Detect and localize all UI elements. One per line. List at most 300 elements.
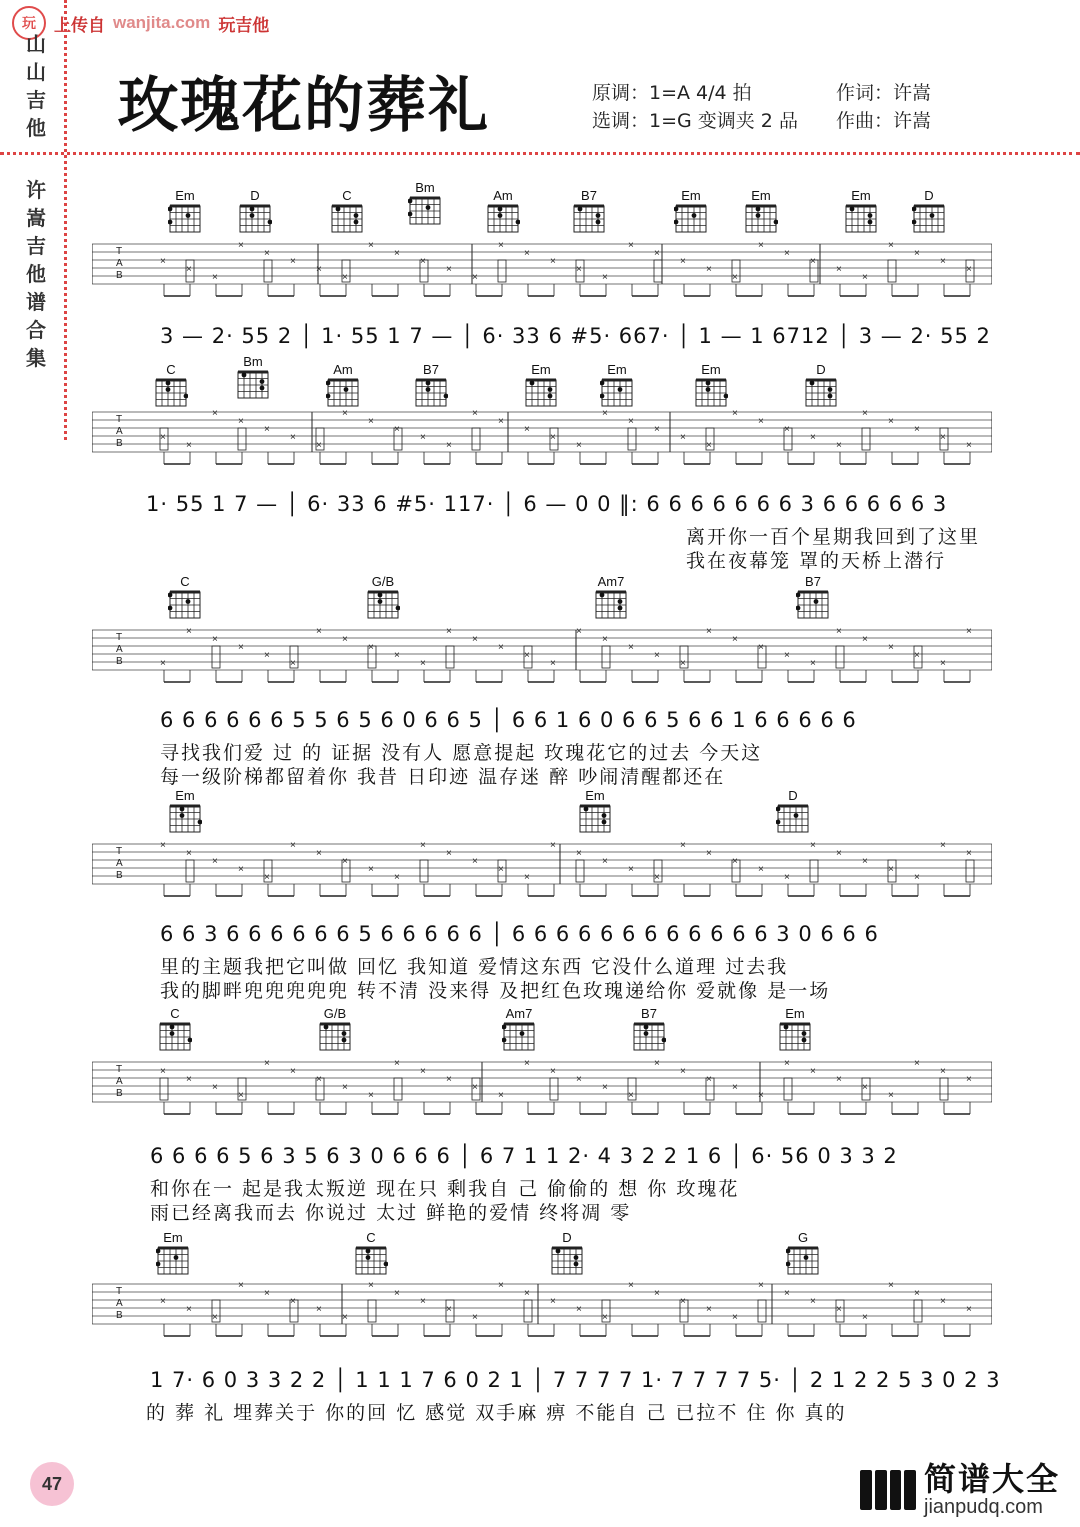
chord-grid-mark bbox=[426, 381, 431, 386]
staff-mark: × bbox=[654, 1288, 660, 1299]
staff-mark: × bbox=[862, 1082, 868, 1093]
staff-mark: × bbox=[446, 440, 452, 451]
staff-mark: × bbox=[628, 1090, 634, 1101]
chord-grid bbox=[486, 204, 520, 234]
chord-grid bbox=[572, 204, 606, 234]
staff-mark: × bbox=[368, 864, 374, 875]
chord-grid-mark bbox=[188, 1038, 192, 1043]
staff-mark: × bbox=[966, 628, 972, 637]
staff-mark: × bbox=[654, 1060, 660, 1069]
staff-mark: × bbox=[420, 658, 426, 669]
staff-mark: × bbox=[550, 658, 556, 669]
staff-mark: × bbox=[212, 410, 218, 419]
chord-grid-mark bbox=[260, 386, 265, 391]
chord-diagram bbox=[550, 1230, 584, 1280]
staff-mark: × bbox=[264, 248, 270, 259]
chord-name: D bbox=[788, 788, 798, 803]
chord-grid-mark bbox=[596, 220, 601, 225]
system-4 bbox=[0, 786, 1080, 1004]
chord-grid-mark bbox=[578, 207, 583, 212]
chord-grid-mark bbox=[644, 1031, 649, 1036]
chord-name: B7 bbox=[581, 188, 597, 203]
staff-mark bbox=[394, 1078, 402, 1100]
staff-mark: T bbox=[116, 1286, 123, 1297]
staff-mark: × bbox=[394, 248, 400, 259]
chord-grid-mark bbox=[574, 1255, 579, 1260]
staff-mark: × bbox=[238, 1282, 244, 1291]
chord-grid bbox=[744, 204, 778, 234]
staff-mark: × bbox=[576, 1074, 582, 1085]
chord-grid-mark bbox=[324, 1025, 329, 1030]
chord-grid-mark bbox=[366, 1249, 371, 1254]
chord-diagram bbox=[600, 362, 634, 412]
chord-diagram bbox=[168, 188, 202, 238]
staff-mark: × bbox=[394, 872, 400, 883]
staff-mark: × bbox=[602, 856, 608, 867]
lyric-line: 离开你一百个星期我回到了这里 bbox=[686, 526, 981, 548]
staff-mark: × bbox=[576, 848, 582, 859]
staff-mark: × bbox=[264, 650, 270, 661]
staff-mark: × bbox=[940, 256, 946, 267]
side-label-bottom: 许嵩吉他谱合集 bbox=[26, 178, 46, 370]
chord-grid bbox=[550, 1246, 584, 1276]
chord-grid-mark bbox=[530, 381, 535, 386]
chord-grid bbox=[158, 1022, 192, 1052]
staff-mark bbox=[966, 860, 974, 882]
staff-mark: × bbox=[550, 1066, 556, 1077]
staff-mark: × bbox=[940, 658, 946, 669]
chord-diagram bbox=[502, 1006, 536, 1056]
chord-diagram bbox=[632, 1006, 666, 1056]
staff-mark: T bbox=[116, 1064, 123, 1075]
chord-diagram bbox=[154, 362, 188, 412]
staff-mark: × bbox=[680, 1066, 686, 1077]
chord-diagram bbox=[796, 574, 830, 624]
jianpu-line: 6 6 6 6 5 6 3 5 6 3 0 6 6 6 │ 6 7 1 1 2· 4 3 2 2 1 6 │ 6· 56 0 3 3 2 bbox=[150, 1144, 898, 1168]
chord-grid bbox=[694, 378, 728, 408]
chord-grid-mark bbox=[342, 1031, 347, 1036]
chord-grid bbox=[578, 804, 612, 834]
chord-grid-mark bbox=[166, 387, 171, 392]
staff-mark: A bbox=[116, 1076, 123, 1087]
staff-mark: × bbox=[680, 432, 686, 443]
staff-mark: × bbox=[836, 1304, 842, 1315]
staff-mark: × bbox=[966, 264, 972, 275]
staff-mark: × bbox=[472, 1312, 478, 1323]
chord-grid bbox=[594, 590, 628, 620]
chord-diagram bbox=[238, 188, 272, 238]
staff-mark: A bbox=[116, 1298, 123, 1309]
chord-grid-mark bbox=[828, 394, 833, 399]
staff-mark: × bbox=[420, 432, 426, 443]
chord-grid-mark bbox=[756, 207, 761, 212]
chord-grid bbox=[154, 378, 188, 408]
staff-mark bbox=[524, 1300, 532, 1322]
chord-grid-mark bbox=[584, 807, 589, 812]
staff-mark: × bbox=[160, 256, 166, 267]
jianpu-line: 3 — 2· 55 2 │ 1· 55 1 7 — │ 6· 33 6 #5· 667· │ 1 — 1 6712 │ 3 — 2· 55 2 bbox=[160, 324, 991, 348]
staff-mark: × bbox=[264, 424, 270, 435]
staff-mark: × bbox=[862, 410, 868, 419]
lyricist: 作词：许嵩 bbox=[836, 82, 932, 104]
staff-mark: × bbox=[238, 1090, 244, 1101]
chord-grid bbox=[776, 804, 810, 834]
staff-mark: × bbox=[940, 1296, 946, 1307]
staff-mark: × bbox=[628, 1282, 634, 1291]
chord-diagram bbox=[786, 1230, 820, 1280]
chord-grid-mark bbox=[384, 1262, 388, 1267]
staff-mark: × bbox=[862, 1312, 868, 1323]
staff-mark: × bbox=[810, 432, 816, 443]
staff-mark: × bbox=[498, 416, 504, 427]
chord-name: D bbox=[816, 362, 826, 377]
staff-mark: × bbox=[550, 1296, 556, 1307]
chord-grid-mark bbox=[804, 1255, 809, 1260]
chord-diagram bbox=[524, 362, 558, 412]
chord-grid-mark bbox=[548, 394, 553, 399]
staff-mark bbox=[628, 428, 636, 450]
staff-mark: × bbox=[498, 864, 504, 875]
chord-name: Am bbox=[493, 188, 513, 203]
chord-name: B7 bbox=[805, 574, 821, 589]
staff-mark: × bbox=[160, 432, 166, 443]
chord-name: Em bbox=[175, 788, 195, 803]
chord-grid-mark bbox=[250, 207, 255, 212]
staff-mark: × bbox=[888, 864, 894, 875]
staff-mark: × bbox=[342, 272, 348, 283]
chord-name: Em bbox=[607, 362, 627, 377]
staff-mark bbox=[940, 1078, 948, 1100]
chord-grid-mark bbox=[502, 1038, 506, 1043]
staff-mark: × bbox=[368, 1090, 374, 1101]
staff-mark: × bbox=[628, 416, 634, 427]
staff-mark: × bbox=[238, 242, 244, 251]
staff-mark: × bbox=[914, 1288, 920, 1299]
chord-grid-mark bbox=[602, 813, 607, 818]
chord-grid bbox=[168, 590, 202, 620]
staff-mark: × bbox=[446, 628, 452, 637]
tab-staff bbox=[92, 1282, 992, 1338]
chord-grid bbox=[168, 204, 202, 234]
chord-grid bbox=[524, 378, 558, 408]
staff-mark bbox=[654, 260, 662, 282]
chord-diagram bbox=[578, 788, 612, 838]
staff-mark bbox=[862, 428, 870, 450]
chord-diagram bbox=[414, 362, 448, 412]
chord-grid-mark bbox=[868, 220, 873, 225]
staff-mark bbox=[160, 1078, 168, 1100]
chord-grid bbox=[236, 370, 270, 400]
staff-mark: × bbox=[576, 264, 582, 275]
chord-grid-mark bbox=[516, 220, 520, 225]
staff-mark: × bbox=[706, 628, 712, 637]
staff-mark: × bbox=[680, 842, 686, 851]
chord-grid-mark bbox=[180, 807, 185, 812]
chord-diagram bbox=[804, 362, 838, 412]
chord-grid bbox=[786, 1246, 820, 1276]
chord-name: D bbox=[924, 188, 934, 203]
staff-mark: × bbox=[550, 432, 556, 443]
chord-diagram bbox=[594, 574, 628, 624]
staff-mark: B bbox=[116, 1310, 123, 1321]
chord-diagram bbox=[366, 574, 400, 624]
staff-mark: × bbox=[732, 856, 738, 867]
staff-mark: × bbox=[316, 628, 322, 637]
staff-mark: × bbox=[342, 856, 348, 867]
chord-diagram bbox=[572, 188, 606, 238]
staff-mark: × bbox=[290, 1296, 296, 1307]
staff-mark: × bbox=[628, 242, 634, 251]
staff-mark: × bbox=[550, 842, 556, 851]
staff-mark: × bbox=[498, 1090, 504, 1101]
staff-mark: × bbox=[966, 1074, 972, 1085]
side-label-top: 山山吉他 bbox=[26, 32, 46, 140]
chord-name: Am bbox=[333, 362, 353, 377]
chord-grid-mark bbox=[198, 820, 202, 825]
staff-mark: × bbox=[264, 1060, 270, 1069]
staff-mark: × bbox=[446, 1304, 452, 1315]
staff-mark: × bbox=[810, 1066, 816, 1077]
staff-mark: × bbox=[784, 650, 790, 661]
staff-mark bbox=[420, 860, 428, 882]
staff-mark: × bbox=[524, 248, 530, 259]
staff-mark: × bbox=[394, 424, 400, 435]
staff-mark: × bbox=[732, 272, 738, 283]
chord-grid-mark bbox=[250, 213, 255, 218]
chord-name: Em bbox=[851, 188, 871, 203]
tab-staff bbox=[92, 242, 992, 298]
staff-mark: × bbox=[498, 242, 504, 251]
chord-grid bbox=[414, 378, 448, 408]
staff-mark: × bbox=[914, 248, 920, 259]
lyric-line: 我在夜幕笼 罩的天桥上潜行 bbox=[686, 550, 947, 572]
chord-grid-mark bbox=[378, 593, 383, 598]
staff-mark: × bbox=[680, 1296, 686, 1307]
chord-grid bbox=[330, 204, 364, 234]
brand-url: jianpudq.com bbox=[924, 1496, 1043, 1518]
chord-grid-mark bbox=[618, 387, 623, 392]
staff-mark: × bbox=[212, 1312, 218, 1323]
staff-mark: × bbox=[368, 1282, 374, 1291]
chord-name: C bbox=[180, 574, 190, 589]
staff-mark: × bbox=[680, 256, 686, 267]
chord-diagram bbox=[694, 362, 728, 412]
chord-name: D bbox=[250, 188, 260, 203]
chord-grid-mark bbox=[868, 213, 873, 218]
staff-mark bbox=[186, 860, 194, 882]
staff-mark: × bbox=[706, 440, 712, 451]
staff-mark: × bbox=[290, 658, 296, 669]
staff-mark: × bbox=[472, 410, 478, 419]
staff-mark: × bbox=[394, 1288, 400, 1299]
watermark-prefix: 上传自 bbox=[54, 15, 105, 35]
chord-grid-mark bbox=[786, 1262, 790, 1267]
lyric-line: 里的主题我把它叫做 回忆 我知道 爱情这东西 它没什么道理 过去我 bbox=[160, 956, 789, 978]
staff-mark: × bbox=[316, 1304, 322, 1315]
chord-grid bbox=[600, 378, 634, 408]
system-3 bbox=[0, 572, 1080, 790]
chord-diagram bbox=[486, 188, 520, 238]
piano-keys-icon bbox=[860, 1470, 916, 1510]
chord-grid-mark bbox=[354, 220, 359, 225]
staff-mark: T bbox=[116, 246, 123, 257]
chord-grid-mark bbox=[930, 213, 935, 218]
staff-mark: × bbox=[888, 1282, 894, 1291]
staff-mark: × bbox=[472, 634, 478, 645]
chord-grid-mark bbox=[796, 606, 800, 611]
chord-diagram bbox=[168, 788, 202, 838]
staff-mark: × bbox=[290, 842, 296, 851]
staff-mark: × bbox=[966, 440, 972, 451]
staff-mark bbox=[758, 1300, 766, 1322]
chord-grid bbox=[326, 378, 360, 408]
staff-mark: T bbox=[116, 414, 123, 425]
staff-mark: × bbox=[758, 242, 764, 251]
staff-mark: × bbox=[472, 272, 478, 283]
staff-mark: × bbox=[368, 642, 374, 653]
staff-mark bbox=[914, 1300, 922, 1322]
staff-mark: × bbox=[420, 842, 426, 851]
staff-mark: × bbox=[602, 1312, 608, 1323]
chord-diagram bbox=[408, 180, 442, 230]
staff-mark: × bbox=[628, 864, 634, 875]
staff-mark: × bbox=[212, 634, 218, 645]
staff-mark: × bbox=[758, 416, 764, 427]
chord-grid-mark bbox=[602, 820, 607, 825]
chord-grid-mark bbox=[706, 381, 711, 386]
chord-diagram bbox=[744, 188, 778, 238]
staff-mark: A bbox=[116, 426, 123, 437]
staff-mark: × bbox=[212, 856, 218, 867]
chord-diagram bbox=[674, 188, 708, 238]
tab-staff bbox=[92, 842, 992, 898]
chord-grid-mark bbox=[408, 212, 412, 217]
staff-mark: × bbox=[446, 264, 452, 275]
staff-mark: × bbox=[758, 642, 764, 653]
staff-mark: × bbox=[368, 416, 374, 427]
staff-mark: × bbox=[394, 1060, 400, 1069]
chord-grid bbox=[408, 196, 442, 226]
staff-mark: × bbox=[160, 1296, 166, 1307]
chord-grid-mark bbox=[180, 813, 185, 818]
staff-mark: × bbox=[186, 628, 192, 637]
chord-name: C bbox=[342, 188, 352, 203]
staff-mark: × bbox=[290, 432, 296, 443]
chord-grid-mark bbox=[774, 220, 778, 225]
chord-name: Em bbox=[785, 1006, 805, 1021]
chord-grid-mark bbox=[186, 599, 191, 604]
staff-mark: × bbox=[784, 1060, 790, 1069]
chord-name: Em bbox=[585, 788, 605, 803]
chord-name: C bbox=[166, 362, 176, 377]
chord-grid-mark bbox=[186, 213, 191, 218]
chord-grid-mark bbox=[706, 387, 711, 392]
staff-mark: × bbox=[290, 1066, 296, 1077]
staff-mark: × bbox=[602, 1082, 608, 1093]
chord-grid-mark bbox=[814, 599, 819, 604]
chord-diagram bbox=[168, 574, 202, 624]
chord-grid-mark bbox=[498, 207, 503, 212]
chord-grid-mark bbox=[336, 207, 341, 212]
chord-name: G/B bbox=[371, 574, 395, 589]
staff-mark: × bbox=[238, 864, 244, 875]
chord-grid-mark bbox=[828, 387, 833, 392]
chord-grid bbox=[778, 1022, 812, 1052]
staff-mark: × bbox=[784, 872, 790, 883]
chord-grid bbox=[156, 1246, 190, 1276]
lyric-line: 我的脚畔兜兜兜兜兜 转不清 没来得 及把红色玫瑰递给你 爱就像 是一场 bbox=[160, 980, 831, 1002]
staff-mark bbox=[784, 1078, 792, 1100]
tab-staff bbox=[92, 1060, 992, 1116]
staff-mark: × bbox=[628, 642, 634, 653]
staff-mark: × bbox=[212, 1082, 218, 1093]
staff-mark: × bbox=[862, 856, 868, 867]
staff-mark: × bbox=[888, 416, 894, 427]
chord-grid bbox=[674, 204, 708, 234]
tab-staff bbox=[92, 628, 992, 684]
staff-mark: × bbox=[524, 650, 530, 661]
chord-name: Em bbox=[681, 188, 701, 203]
staff-mark: × bbox=[498, 642, 504, 653]
chord-grid-mark bbox=[600, 593, 605, 598]
staff-mark: × bbox=[524, 424, 530, 435]
chord-grid-mark bbox=[344, 387, 349, 392]
song-title: 玫瑰花的葬礼 bbox=[118, 71, 490, 141]
staff-mark: × bbox=[264, 1288, 270, 1299]
staff-mark: × bbox=[758, 864, 764, 875]
staff-mark: × bbox=[706, 264, 712, 275]
composer: 作曲：许嵩 bbox=[836, 110, 932, 132]
staff-mark: × bbox=[654, 248, 660, 259]
staff-mark bbox=[550, 1078, 558, 1100]
chord-grid-mark bbox=[784, 1025, 789, 1030]
staff-mark: × bbox=[160, 658, 166, 669]
chord-grid bbox=[354, 1246, 388, 1276]
chord-name: Em bbox=[531, 362, 551, 377]
chord-grid bbox=[366, 590, 400, 620]
staff-mark: × bbox=[706, 848, 712, 859]
staff-mark: × bbox=[966, 848, 972, 859]
staff-mark: × bbox=[602, 410, 608, 419]
chord-name: C bbox=[170, 1006, 180, 1021]
staff-mark: × bbox=[706, 1304, 712, 1315]
staff-mark: × bbox=[654, 424, 660, 435]
staff-mark bbox=[264, 260, 272, 282]
staff-mark bbox=[238, 428, 246, 450]
staff-mark: × bbox=[940, 432, 946, 443]
staff-mark bbox=[810, 860, 818, 882]
chord-grid-mark bbox=[600, 394, 604, 399]
staff-mark: × bbox=[316, 848, 322, 859]
dotted-divider-horizontal bbox=[0, 152, 1080, 155]
staff-mark: × bbox=[524, 872, 530, 883]
watermark-suffix: 玩吉他 bbox=[218, 15, 270, 35]
staff-mark: A bbox=[116, 858, 123, 869]
chord-grid-mark bbox=[520, 1031, 525, 1036]
chord-grid bbox=[804, 378, 838, 408]
staff-mark: × bbox=[446, 848, 452, 859]
staff-mark: × bbox=[576, 440, 582, 451]
staff-mark: T bbox=[116, 632, 123, 643]
staff-mark: × bbox=[758, 1282, 764, 1291]
chord-grid-mark bbox=[674, 220, 678, 225]
chord-diagram bbox=[236, 354, 270, 404]
chord-diagram bbox=[330, 188, 364, 238]
staff-mark: × bbox=[758, 1090, 764, 1101]
chord-name: B7 bbox=[423, 362, 439, 377]
staff-mark: × bbox=[732, 634, 738, 645]
staff-mark: × bbox=[654, 650, 660, 661]
